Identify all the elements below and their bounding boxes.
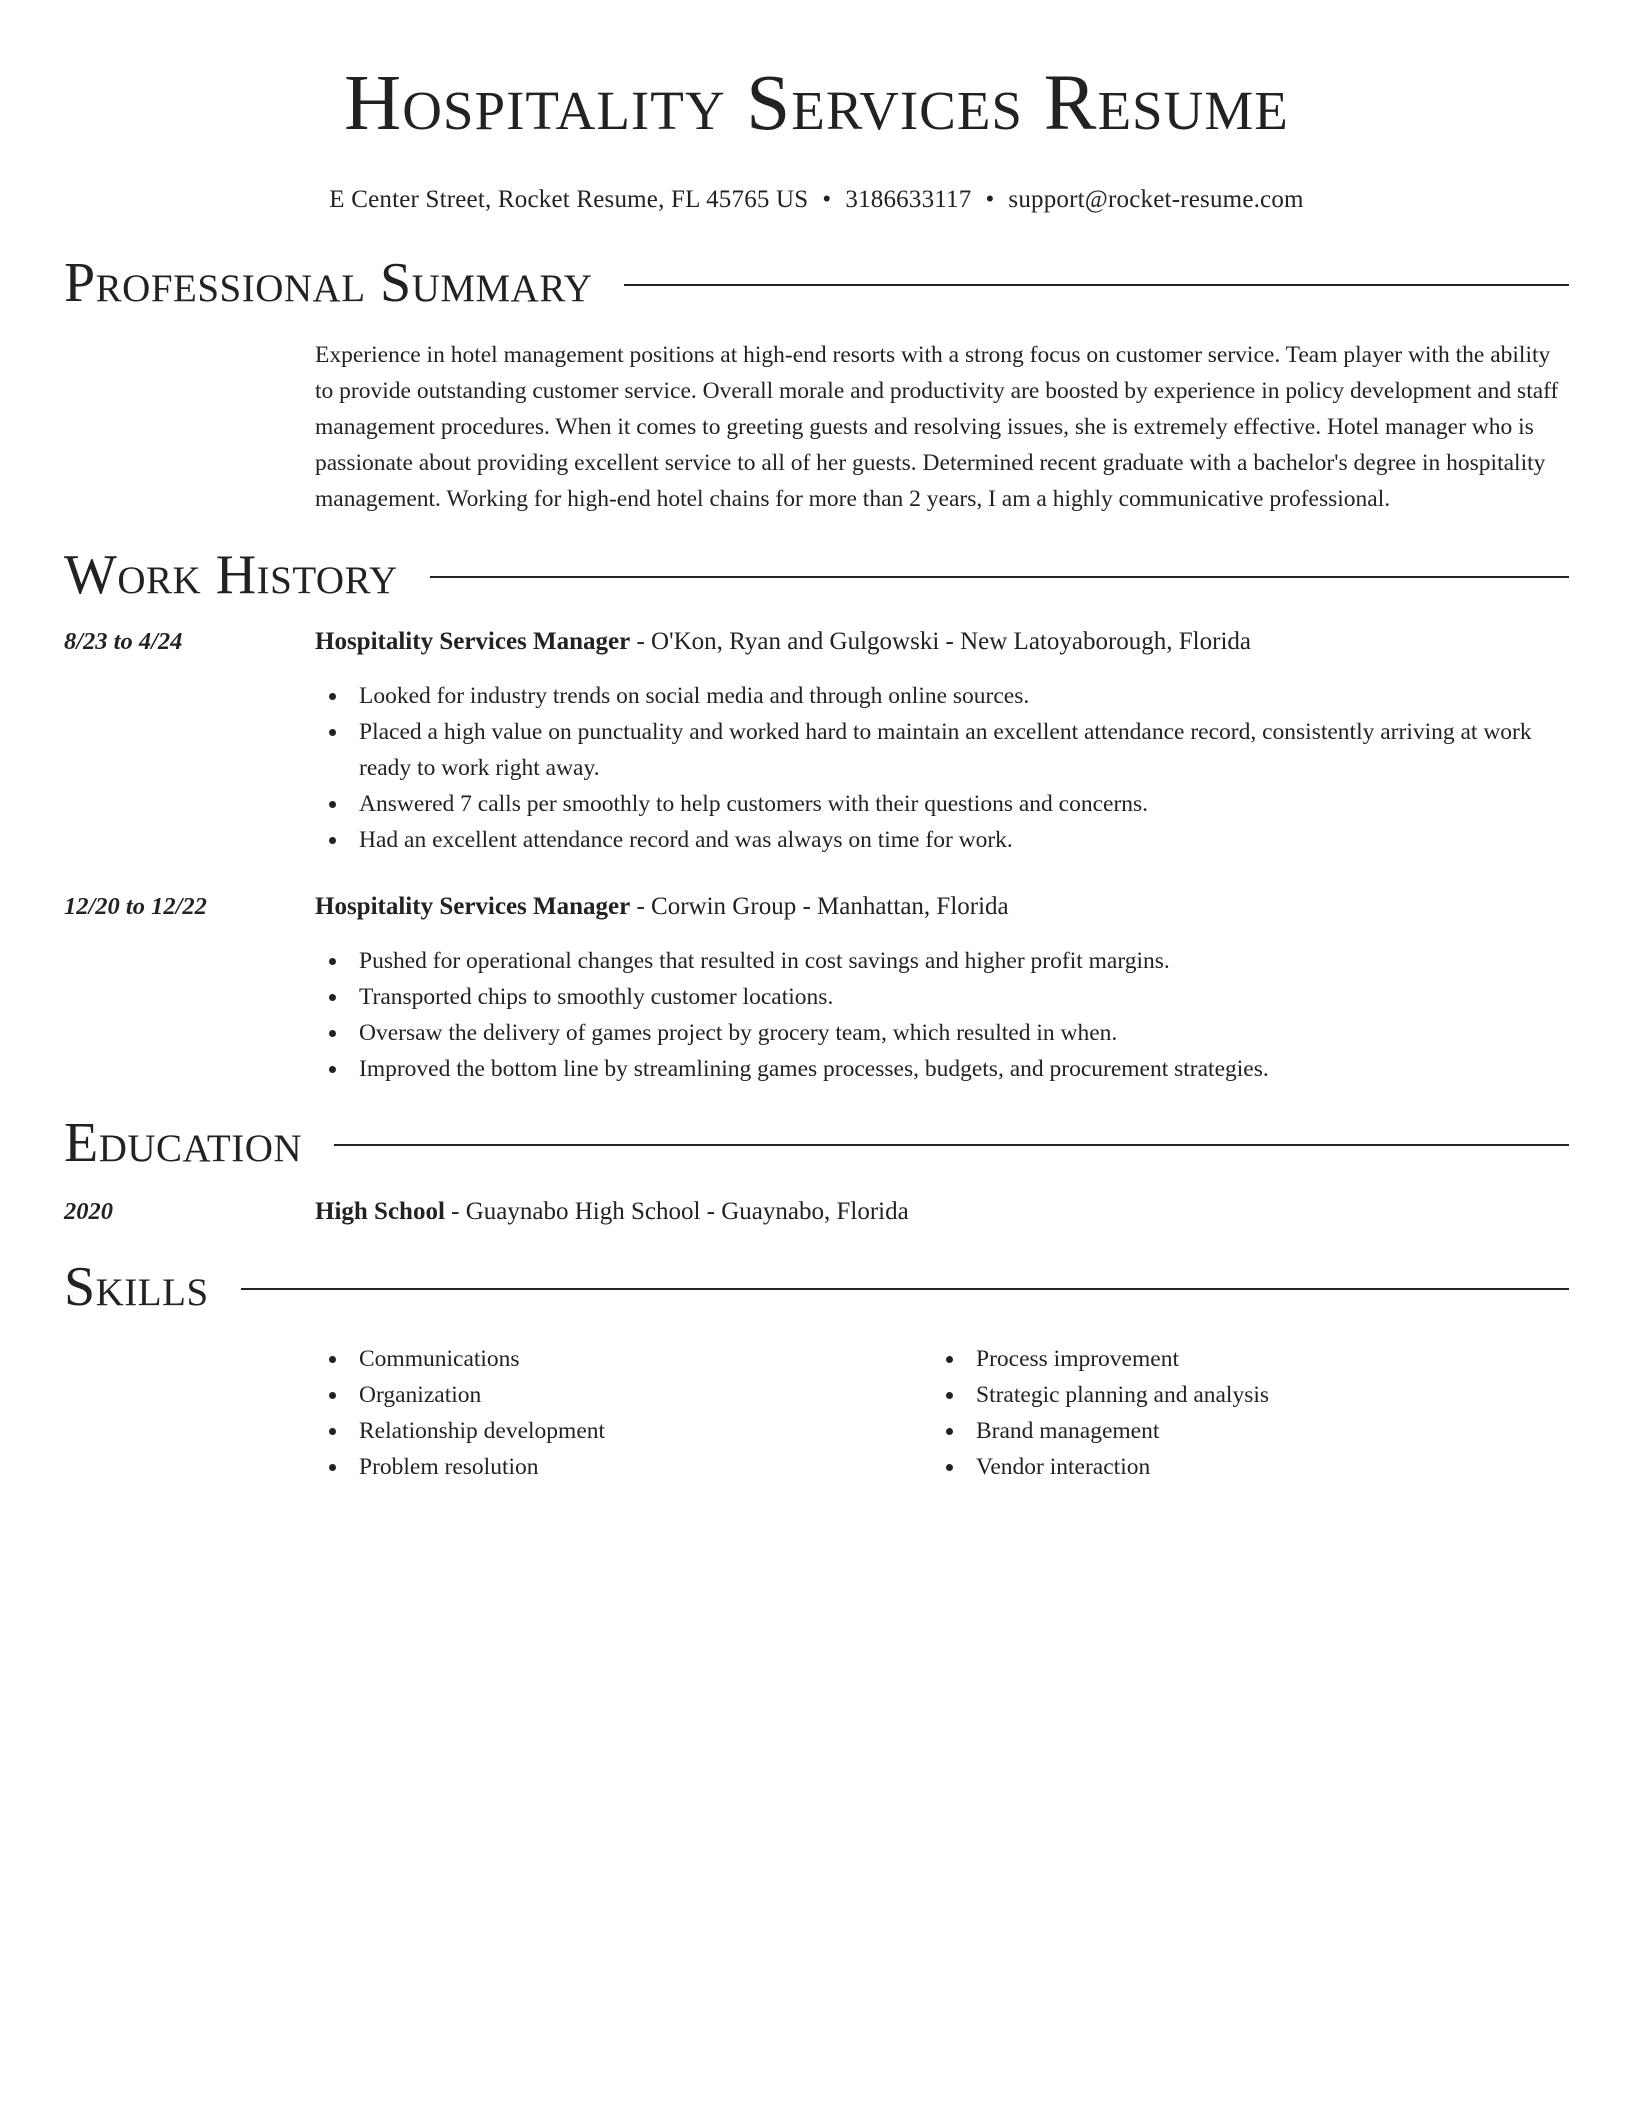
skills-section-header xyxy=(64,1256,1569,1318)
job-details: - O'Kon, Ryan and Gulgowski - New Latoyaborough, Florida xyxy=(630,628,1251,655)
section-divider xyxy=(430,576,1569,578)
bullet-item: Placed a high value on punctuality and worked hard to maintain an excellent attendance record, consistently arriving at work ready to work right away. xyxy=(315,714,1569,786)
education-line xyxy=(315,1195,1569,1229)
skill-item: Communications xyxy=(315,1341,932,1377)
contact-separator: • xyxy=(822,186,832,213)
bullet-item: Answered 7 calls per smoothly to help customers with their questions and concerns. xyxy=(315,786,1569,822)
work-section-header xyxy=(64,544,1569,606)
skills-column-1 xyxy=(315,1341,932,1485)
job-entry xyxy=(64,890,1569,1087)
bullet-item: Improved the bottom line by streamlining games processes, budgets, and procurement strategies. xyxy=(315,1051,1569,1087)
section-divider xyxy=(334,1144,1569,1146)
bullet-item: Transported chips to smoothly customer locations. xyxy=(315,979,1569,1015)
bullet-item: Pushed for operational changes that resulted in cost savings and higher profit margins. xyxy=(315,943,1569,979)
skills-heading: Skills xyxy=(64,1256,209,1318)
skill-item: Process improvement xyxy=(932,1341,1269,1377)
bullet-item: Had an excellent attendance record and was always on time for work. xyxy=(315,822,1569,858)
contact-phone: 3186633117 xyxy=(845,186,972,213)
section-divider xyxy=(624,284,1569,286)
contact-address: E Center Street, Rocket Resume, FL 45765 US xyxy=(329,186,809,213)
education-heading: Education xyxy=(64,1112,303,1174)
section-divider xyxy=(241,1288,1569,1290)
bullet-item: Oversaw the delivery of games project by grocery team, which resulted in when. xyxy=(315,1015,1569,1051)
job-title-line xyxy=(315,625,1569,659)
skill-item: Vendor interaction xyxy=(932,1449,1269,1485)
education-entry xyxy=(64,1195,1569,1229)
education-details: - Guaynabo High School - Guaynabo, Florida xyxy=(444,1198,909,1225)
job-bullets xyxy=(315,943,1569,1087)
job-details: - Corwin Group - Manhattan, Florida xyxy=(630,893,1009,920)
job-dates: 8/23 to 4/24 xyxy=(64,628,183,655)
job-entry xyxy=(64,625,1569,858)
contact-email: support@rocket-resume.com xyxy=(1008,186,1304,213)
job-title-line xyxy=(315,890,1569,924)
education-section-header xyxy=(64,1112,1569,1174)
education-degree: High School xyxy=(315,1198,445,1225)
education-year: 2020 xyxy=(64,1198,113,1225)
skill-item: Brand management xyxy=(932,1413,1269,1449)
contact-line xyxy=(64,186,1569,214)
summary-heading: Professional Summary xyxy=(64,252,593,314)
job-title: Hospitality Services Manager xyxy=(315,893,631,920)
bullet-item: Looked for industry trends on social media and through online sources. xyxy=(315,678,1569,714)
skills-column-2 xyxy=(932,1341,1269,1485)
skill-item: Relationship development xyxy=(315,1413,932,1449)
summary-text: Experience in hotel management positions at high-end resorts with a strong focus on customer service. Team player with the ability to provide outstanding customer service. Overall morale and productivity are boosted by experience in policy development and staff management procedures. When it comes to greeting guests and resolving issues, she is extremely effective. Hotel manager who is passionate about providing excellent service to all of her guests. Determined recent graduate with a bachelor's degree in hospitality management. Working for high-end hotel chains for more than 2 years, I am a highly communicative professional. xyxy=(315,342,1559,512)
job-bullets xyxy=(315,678,1569,858)
skill-item: Problem resolution xyxy=(315,1449,932,1485)
skills-grid xyxy=(315,1341,1569,1485)
skill-item: Strategic planning and analysis xyxy=(932,1377,1269,1413)
work-heading: Work History xyxy=(64,544,398,606)
resume-title: Hospitality Services Resume xyxy=(344,60,1289,147)
job-title: Hospitality Services Manager xyxy=(315,628,631,655)
contact-separator: • xyxy=(985,186,995,213)
job-dates: 12/20 to 12/22 xyxy=(64,893,207,920)
summary-section-header xyxy=(64,252,1569,314)
skill-item: Organization xyxy=(315,1377,932,1413)
